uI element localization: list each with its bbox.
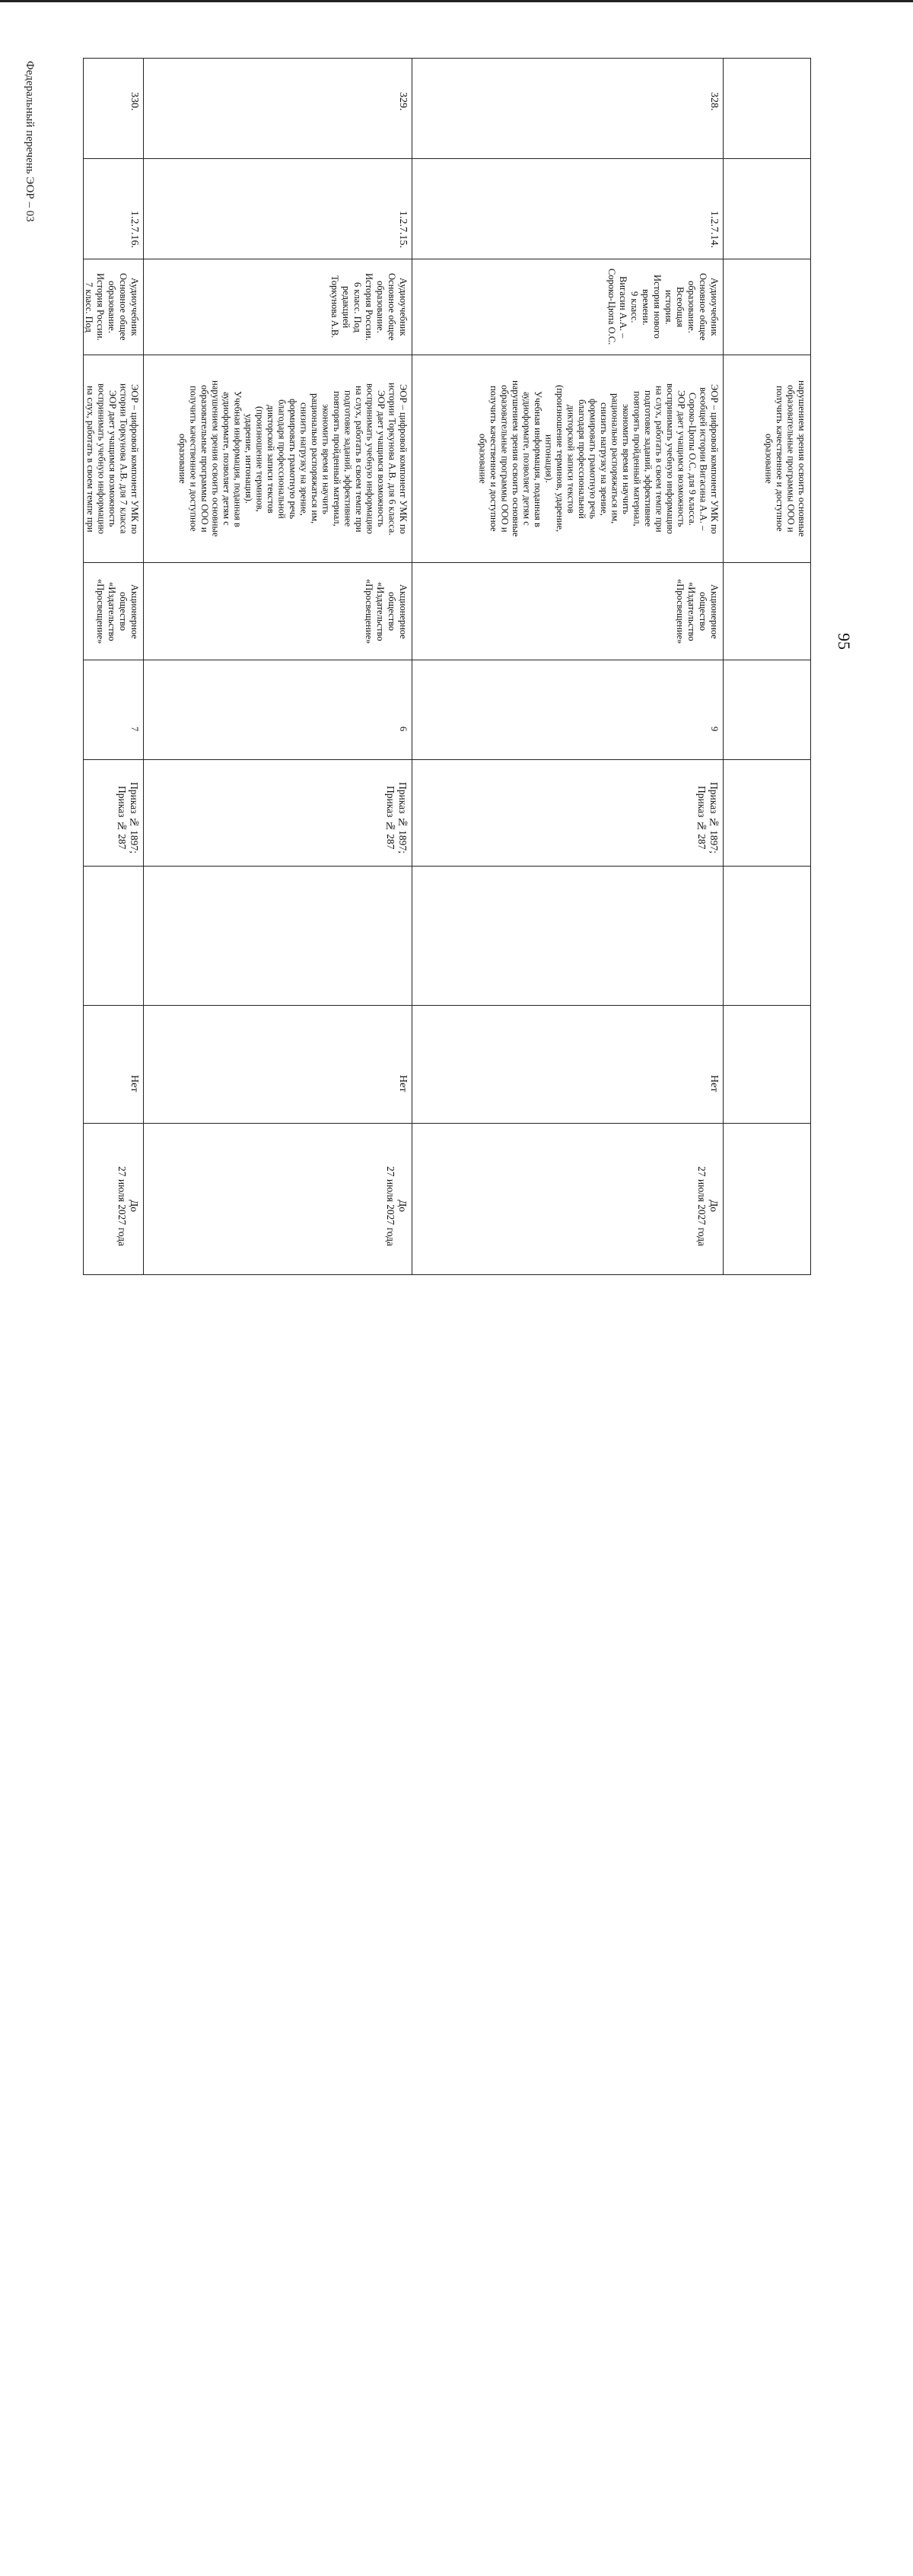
cell-pub-328 (412, 563, 724, 660)
code-row (84, 159, 811, 259)
number-row (84, 59, 811, 159)
deadline: До 27 июля 2027 года (116, 1166, 140, 1246)
cell-extra-329 (144, 867, 412, 1006)
cell-grade-329 (144, 660, 412, 760)
resource-description: ЭОР – цифровой компонент УМК по истории Торкунова А.В. для 6 класса. ЭОР дает учащимся возможность воспринимать учебную информацию на слух, работать в своем темпе при подготовке заданий, эффективнее повторять пройденный материал, экономить время и научить рационально распоряжаться им, снизить нагрузку на зрение, формировать грамотную речь благодаря профессиональной дикторской записи текстов (произношение терминов, ударение, интонация). Учебная информация, поданная в аудиоформате, позволяет детям с нарушением зрения освоить основные образовательные программы ООО и получить качественное и доступное образование (177, 380, 409, 537)
cell-code-prev (724, 159, 811, 259)
cell-desc-329 (144, 355, 412, 563)
cell-status-330 (84, 1006, 144, 1124)
orders-row (84, 760, 811, 867)
status: Нет (708, 1074, 720, 1092)
orders: Приказ № 1897; Приказ № 287 (116, 781, 140, 854)
cell-num-prev (724, 59, 811, 159)
cell-orders-prev (724, 760, 811, 867)
row-number: 328. (708, 92, 720, 111)
cell-extra-330 (84, 867, 144, 1006)
cell-grade-328 (412, 660, 724, 760)
cell-extra-328 (412, 867, 724, 1006)
extra-row (84, 867, 811, 1006)
status-row (84, 1006, 811, 1124)
resource-name (724, 259, 810, 355)
cell-desc-prev (724, 355, 811, 563)
cell-orders-328 (412, 760, 724, 867)
cell-code-329 (144, 159, 412, 259)
row-number (724, 59, 810, 158)
description-row (84, 355, 811, 563)
cell-pub-330 (84, 563, 144, 660)
eor-table (83, 58, 811, 1275)
extra (412, 867, 723, 1005)
grade: 6 (398, 726, 409, 732)
side-label: Федеральный перечень ЭОР – 03 (24, 61, 36, 222)
deadline-row (84, 1124, 811, 1275)
cell-orders-330 (84, 760, 144, 867)
resource-description: ЭОР – цифровой компонент УМК по всеобщей истории Вигасина А.А. – Сороко-Цюпы О.С. для 9 класса. ЭОР дает учащимся возможность воспринимать учебную информацию на слух, работать в своем темпе при подготовке заданий, эффективнее повторять пройденный материал, экономить время и научить рационально распоряжаться им, снизить нагрузку на зрение, формировать грамотную речь благодаря профессиональной дикторской записи текстов (произношение терминов, ударение, интонация). Учебная информация, поданная в аудиоформате, позволяет детям с нарушением зрения освоить основные образовательные программы ООО и получить качественное и доступное образование (477, 380, 720, 537)
row-code: 1.2.7.16. (129, 211, 140, 248)
cell-status-328 (412, 1006, 724, 1124)
page-number: 95 (835, 633, 854, 650)
resource-name: Аудиоучебник Основное общее образование. История России. 6 класс. Под редакцией Торкунова А.В. (329, 273, 409, 341)
orders (724, 760, 810, 866)
cell-num-330 (84, 59, 144, 159)
resource-description: ЭОР – цифровой компонент УМК по истории Торкунова А.В. для 7 класса ЭОР дает учащимся возможность воспринимать учебную информацию на слух, работать в своем темпе при (85, 383, 140, 534)
cell-deadline-prev (724, 1124, 811, 1275)
cell-grade-330 (84, 660, 144, 760)
cell-desc-330 (84, 355, 144, 563)
grade: 7 (129, 726, 140, 732)
cell-num-329 (144, 59, 412, 159)
publisher: Акционерное общество «Издательство «Просвещение» (675, 578, 720, 644)
deadline (724, 1124, 810, 1274)
cell-name-328 (412, 259, 724, 355)
extra (84, 867, 143, 1005)
publisher: Акционерное общество «Издательство «Просвещение» (95, 578, 140, 644)
cell-extra-prev (724, 867, 811, 1006)
resource-name: Аудиоучебник Основное общее образование. Всеобщая история. История нового времени. 9 класс. Вигасин А.А. – Сороко-Цюпа О.С. (606, 269, 720, 345)
row-code (724, 159, 810, 259)
cell-deadline-329 (144, 1124, 412, 1275)
top-rule (0, 0, 913, 2)
status: Нет (129, 1074, 140, 1092)
resource-description: нарушением зрения освоить основные образовательные программы ООО и получить качественное и доступное образование (763, 380, 807, 537)
row-number: 330. (129, 92, 140, 111)
name-row (84, 259, 811, 355)
row-number: 329. (397, 92, 409, 111)
resource-name: Аудиоучебник Основное общее образование. История России. 7 класс. Под (84, 273, 140, 341)
status: Нет (397, 1074, 409, 1092)
cell-deadline-328 (412, 1124, 724, 1275)
publisher-row (84, 563, 811, 660)
cell-code-330 (84, 159, 144, 259)
deadline: До 27 июля 2027 года (695, 1166, 720, 1246)
grade: 9 (709, 726, 720, 732)
cell-desc-328 (412, 355, 724, 563)
row-code: 1.2.7.14. (708, 211, 720, 248)
deadline: До 27 июля 2027 года (384, 1166, 409, 1246)
cell-grade-prev (724, 660, 811, 760)
cell-deadline-330 (84, 1124, 144, 1275)
publisher: Акционерное общество «Издательство «Просвещение» (364, 578, 409, 644)
grade (724, 660, 810, 759)
cell-orders-329 (144, 760, 412, 867)
cell-name-329 (144, 259, 412, 355)
status (724, 1006, 810, 1123)
cell-code-328 (412, 159, 724, 259)
grade-row (84, 660, 811, 760)
orders: Приказ № 1897; Приказ № 287 (695, 781, 720, 854)
orders: Приказ № 1897; Приказ № 287 (384, 781, 409, 854)
cell-status-329 (144, 1006, 412, 1124)
cell-name-330 (84, 259, 144, 355)
extra (144, 867, 412, 1005)
row-code: 1.2.7.15. (397, 211, 409, 248)
cell-pub-329 (144, 563, 412, 660)
cell-name-prev (724, 259, 811, 355)
cell-status-prev (724, 1006, 811, 1124)
extra (724, 867, 810, 1005)
cell-pub-prev (724, 563, 811, 660)
cell-num-328 (412, 59, 724, 159)
publisher (724, 563, 810, 660)
